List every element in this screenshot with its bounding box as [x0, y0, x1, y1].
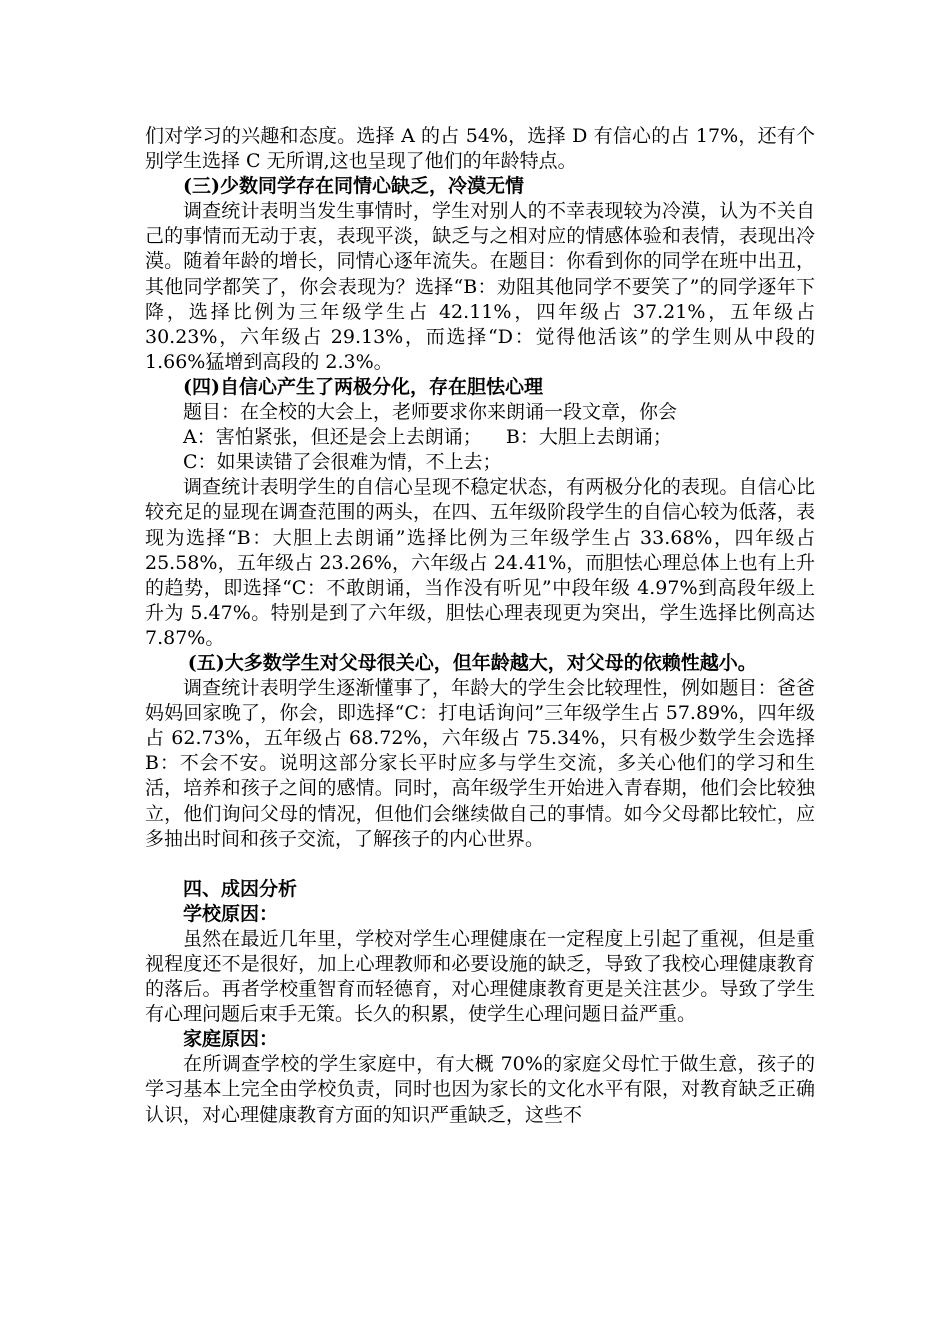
question-text: 题目：在全校的大会上，老师要求你来朗诵一段文章，你会	[183, 401, 678, 424]
question-options-ab: A：害怕紧张，但还是会上去朗诵； B：大胆上去朗诵；	[183, 426, 672, 449]
paragraph-school: 虽然在最近几年里，学校对学生心理健康在一定程度上引起了重视，但是重视程度还不是很好，加上心理教师和必要设施的缺乏，导致了我校心理健康教育的落后。再者学校重智育而轻德育，对心理健康教育更是关注甚少。导致了学生有心理问题后束手无策。长久的积累，使学生心理问题日益严重。	[145, 927, 815, 1026]
paragraph-family: 在所调查学校的学生家庭中，有大概 70%的家庭父母忙于做生意，孩子的学习基本上完全由学校负责，同时也因为家长的文化水平有限，对教育缺乏正确认识，对心理健康教育方面的知识严重缺乏，这些不	[145, 1053, 815, 1126]
paragraph-continuation: 们对学习的兴趣和态度。选择 A 的占 54%，选择 D 有信心的占 17%，还有个别学生选择 C 无所谓,这也呈现了他们的年龄特点。	[145, 125, 815, 173]
document-body	[145, 124, 822, 1128]
blank-line	[145, 852, 815, 877]
paragraph-confidence: 调查统计表明学生的自信心呈现不稳定状态，有两极分化的表现。自信心比较充足的显现在调查范围的两头，在四、五年级阶段学生的自信心较为低落，表现为选择“B：大胆上去朗诵”选择比例为三年级学生占 33.68%，四年级占 25.58%，五年级占 23.26%，六年级占 24.41%，而胆怯心理总体上也有上升的趋势，即选择“C：不敢朗诵，当作没有听见”中段年级 4.97%到高段年级上升为 5.47%。特别是到了六年级，胆怯心理表现更为突出，学生选择比例高达 7.87%。	[145, 476, 822, 649]
question-option-c: C：如果读错了会很难为情，不上去；	[183, 451, 502, 474]
section-heading-3: (三)少数同学存在同情心缺乏，冷漠无情	[183, 175, 524, 198]
section-heading-5: (五)大多数学生对父母很关心，但年龄越大，对父母的依赖性越小。	[187, 651, 757, 674]
subheading-family: 家庭原因：	[183, 1028, 279, 1051]
paragraph-parents: 调查统计表明学生逐渐懂事了，年龄大的学生会比较理性，例如题目：爸爸妈妈回家晚了，你会，即选择“C：打电话询问”三年级学生占 57.89%，四年级占 62.73%，五年级占 68.72%，六年级占 75.34%，只有极少数学生会选择 B：不会不安。说明这部分家长平时应多与学生交流，多关心他们的学习和生活，培养和孩子之间的感情。同时，高年级学生开始进入青春期，他们会比较独立，他们询问父母的情况，但他们会继续做自己的事情。如今父母都比较忙，应多抽出时间和孩子交流，了解孩子的内心世界。	[145, 677, 822, 850]
paragraph-sympathy: 调查统计表明当发生事情时，学生对别人的不幸表现较为冷漠，认为不关自己的事情而无动于衷，表现平淡，缺乏与之相对应的情感体验和表情，表现出冷漠。随着年龄的增长，同情心逐年流失。在题目：你看到你的同学在班中出丑，其他同学都笑了，你会表现为？选择“B：劝阻其他同学不要笑了”的同学逐年下降，选择比例为三年级学生占 42.11%，四年级占 37.21%，五年级占 30.23%，六年级占 29.13%，而选择“D：觉得他活该”的学生则从中段的 1.66%猛增到高段的 2.3%。	[145, 200, 822, 373]
chapter-heading-causes: 四、成因分析	[183, 877, 298, 900]
section-heading-4: (四)自信心产生了两极分化，存在胆怯心理	[183, 375, 543, 398]
subheading-school: 学校原因：	[183, 902, 279, 925]
